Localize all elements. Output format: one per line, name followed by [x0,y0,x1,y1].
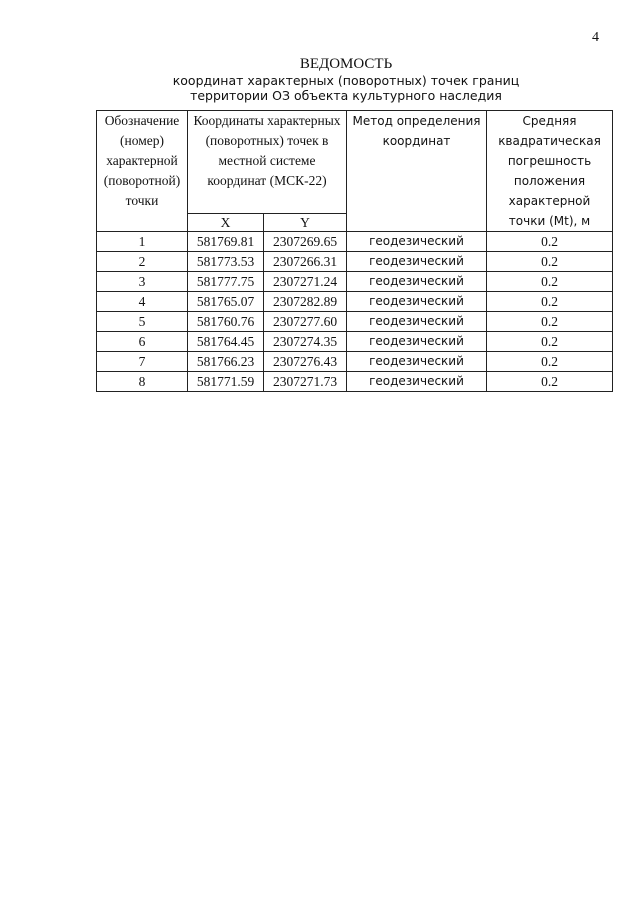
cell-x: 581764.45 [188,332,264,352]
table-row [97,292,613,312]
cell-point: 6 [97,332,188,352]
cell-point: 8 [97,372,188,392]
cell-error: 0.2 [487,272,613,292]
cell-method: геодезический [347,232,487,252]
header-coordinates: Координаты характерных (поворотных) точек в местной системе координат (МСК-22) [188,111,347,214]
title-main: ВЕДОМОСТЬ [299,56,393,72]
table-row [97,272,613,292]
header-error: Средняя квадратическая погрешность положения характерной точки (Mt), м [487,111,613,232]
cell-method: геодезический [347,272,487,292]
cell-point: 4 [97,292,188,312]
cell-y: 2307266.31 [264,252,347,272]
coordinates-table [96,110,613,392]
cell-error: 0.2 [487,332,613,352]
header-point: Обозначение (номер) характерной (поворотной) точки [97,111,188,232]
cell-method: геодезический [347,372,487,392]
cell-point: 3 [97,272,188,292]
cell-method: геодезический [347,252,487,272]
table-row [97,252,613,272]
cell-y: 2307274.35 [264,332,347,352]
cell-error: 0.2 [487,252,613,272]
cell-x: 581760.76 [188,312,264,332]
table-body [97,232,613,392]
page-number: 4 [592,30,599,45]
title-subtitle-line-2: территории ОЗ объекта культурного наследия [190,88,502,103]
table-row [97,232,613,252]
table-row [97,332,613,352]
cell-x: 581766.23 [188,352,264,372]
cell-error: 0.2 [487,352,613,372]
header-x: X [188,214,264,232]
cell-point: 1 [97,232,188,252]
header-method: Метод определения координат [347,111,487,232]
cell-y: 2307276.43 [264,352,347,372]
cell-x: 581765.07 [188,292,264,312]
cell-x: 581777.75 [188,272,264,292]
cell-error: 0.2 [487,372,613,392]
cell-method: геодезический [347,332,487,352]
cell-point: 5 [97,312,188,332]
cell-error: 0.2 [487,292,613,312]
table-row [97,352,613,372]
table-row [97,312,613,332]
cell-point: 7 [97,352,188,372]
cell-method: геодезический [347,352,487,372]
title-subtitle-line-1: координат характерных (поворотных) точек границ [172,73,520,88]
table-row [97,372,613,392]
cell-y: 2307277.60 [264,312,347,332]
header-y: Y [264,214,347,232]
cell-x: 581769.81 [188,232,264,252]
cell-method: геодезический [347,312,487,332]
document-title [96,56,596,103]
cell-y: 2307271.24 [264,272,347,292]
cell-y: 2307269.65 [264,232,347,252]
cell-point: 2 [97,252,188,272]
table-header-row [97,111,613,214]
cell-x: 581773.53 [188,252,264,272]
cell-error: 0.2 [487,312,613,332]
cell-x: 581771.59 [188,372,264,392]
cell-method: геодезический [347,292,487,312]
cell-y: 2307282.89 [264,292,347,312]
cell-y: 2307271.73 [264,372,347,392]
cell-error: 0.2 [487,232,613,252]
